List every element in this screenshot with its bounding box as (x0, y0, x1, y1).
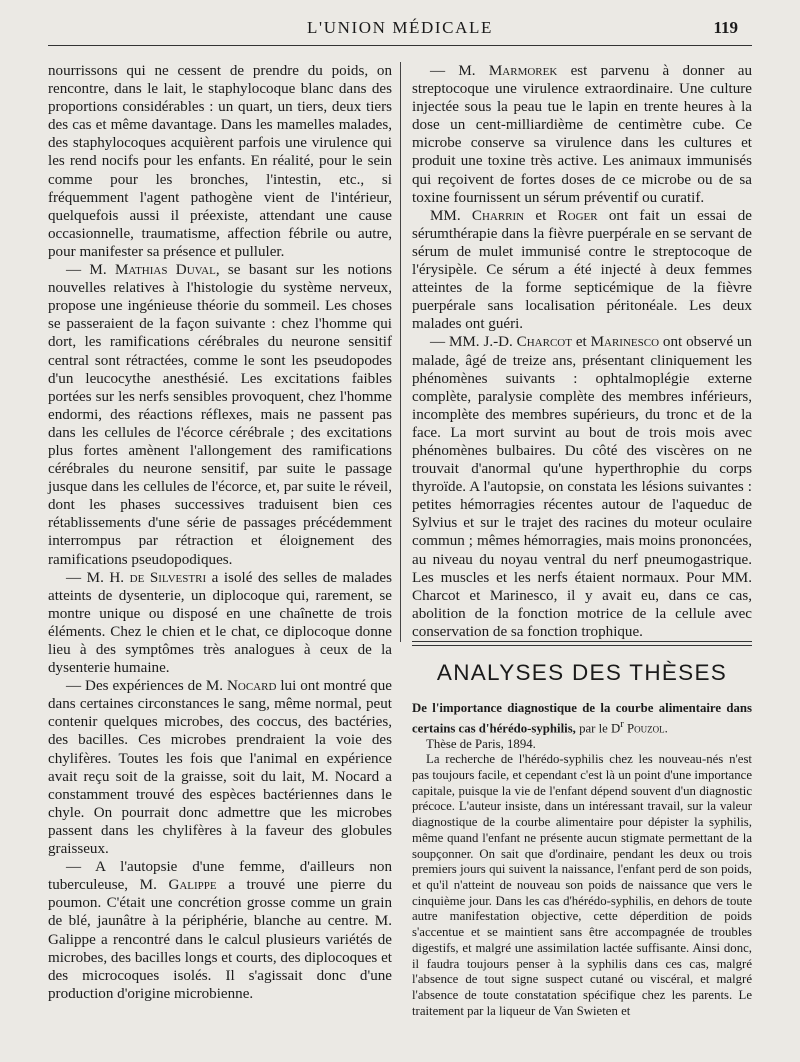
paragraph-charrin-roger-serum: MM. Charrin et Roger ont fait un essai de sérumthérapie dans la fièvre puerpérale en se servant de sérum de mulet immunisé contre le streptocoque de l'érysipèle. Ce sérum a été injecté à deux femmes atteintes de la forme septicémique de la fièvre puerpérale sans localisation péritonéale. Les deux malades ont guéri. (412, 207, 753, 333)
author-name: Roger (557, 207, 598, 224)
thesis-title-line: De l'importance diagnostique de la courbe alimentaire dans certains cas d'hérédo-syphilis, par le $D^r$ Pouzol. (412, 701, 752, 735)
paragraph-staphylococcus: nourrissons qui ne cessent de prendre du poids, on rencontre, dans le lait, le staphylocoque blanc dans des proportions considérables : un quart, un tiers, deux tiers des cas et même davantage. Dans les mamelles malades, des staphylocoques acquièrent parfois une virulence qui les rend nocifs pour les enfants. En réalité, pour le sein comme pour les bronches, l'intestin, etc., si fréquemment l'agent pathogène vient de l'intérieur, quelquefois aussi il préexiste, attendant une cause occasionnelle, traumatisme, affection fébrile ou autre, pour manifester sa présence et pulluler. (48, 63, 392, 260)
author-name: Mathias Duval (114, 262, 216, 279)
thesis-title: De l'importance diagnostique de la courbe alimentaire dans certains cas d'hérédo-syphilis, (412, 701, 752, 735)
thesis-author: Pouzol. (623, 720, 668, 735)
page-header (0, 18, 800, 42)
paragraph-nocard-chyle: — Des expériences de M. Nocard lui ont montré que dans certaines circonstances le sang, même normal, peut contenir quelques microbes, des coccus, des bactéries, des bacilles. Ces microbes prendraient la voie des chylifères. Toutes les fois que l'animal en expérience avait reçu soit de la graisse, soit du lait, M. Nocard a constamment trouvé des espèces bactériennes dans le chyle. On pourrait donc admettre que les microbes passent dans les chylifères à la faveur des globules graisseux. (48, 678, 392, 858)
page-number: 119 (713, 18, 738, 37)
paragraph-duval-sleep-theory: — M. Mathias Duval, se basant sur les notions nouvelles relatives à l'histologie du système nerveux, propose une ingénieuse théorie du sommeil. Les choses se passeraient de la façon suivante : chez l'homme qui dort, les ramifications cérébrales du neurone sensitif central sont rétractées, comme le sont les pseudopodes d'un leucocythe anesthésié. Les excitations faibles portées sur les nerfs sensibles provoquent, chez l'homme endormi, des réactions réflexes, mais ne passent pas dans les cellules de l'écorce cérébrale ; des excitations plus fortes amènent l'allongement des ramifications cérébrales du neurone sensitif, par suite le passage jusque dans les cellules de l'écorce, et, par suite le réveil, dont les phases successives traduisent bien ces rétablissements d'une série de passages précédemment interrompus par rétraction et éloignement des ramifications pseudopodiques. (48, 262, 392, 568)
author-name: Galippe (168, 877, 217, 894)
paragraph-galippe-lung-stone: — A l'autopsie d'une femme, d'ailleurs non tuberculeuse, M. Galippe a trouvé une pierre du poumon. C'était une concrétion grosse comme un grain de blé, jaunâtre à la périphérie, blanche au centre. M. Galippe a rencontré dans le calcul plusieurs variétés de microbes, des bacilles longs et courts, des diplocoques et des microcoques isolés. Il s'agissait donc d'une production d'origine microbienne. (48, 859, 392, 1002)
author-name: de Silvestri (129, 569, 207, 586)
thesis-body: La recherche de l'hérédo-syphilis chez les nouveau-nés n'est pas toujours facile, et cependant c'est là un point d'une importance capitale, puisque la vie de l'enfant dépend souvent d'un diagnostic précoce. L'auteur insiste, dans un intéressant travail, sur la valeur diagnostique de la courbe alimentaire pour dépister la syphilis, même quand l'enfant ne présente aucun stigmate permettant de la soupçonner. On sait que d'ordinaire, pendant les deux ou trois premiers jours qui suivent la naissance, l'enfant perd de son poids, et qu'il n'atteint de nouveau son poids de naissance que vers le cinquième jour. Dans les cas d'hérédo-syphilis, en dehors de toute autre manifestation objective, cette déperdition de poids s'accentue et se maintient sans être accompagnée de troubles digestifs, et malgré une assimilation lactée suffisante. Ainsi donc, il faudra toujours penser à la syphilis dans ces cas, malgré l'absence de tout signe suspect cutané ou viscéral, et malgré l'absence de toute constatation spécifique chez les parents. Le traitement par la liqueur de Van Swieten et (412, 752, 752, 1018)
section-rule (412, 641, 752, 642)
section-rule (412, 645, 752, 646)
right-column (412, 62, 752, 641)
thesis-review (412, 701, 752, 1019)
column-divider (400, 62, 401, 642)
left-column (48, 62, 392, 1003)
section-heading: ANALYSES DES THÈSES (436, 660, 728, 685)
author-name: Marmorek (488, 63, 558, 79)
author-name: Marinesco (590, 334, 660, 351)
author-name: Charrin (471, 207, 525, 224)
author-name: Nocard (227, 678, 277, 695)
header-rule (48, 45, 752, 46)
paragraph-charcot-marinesco: — MM. J.-D. Charcot et Marinesco ont observé un malade, âgé de treize ans, présentant cliniquement les phénomènes suivants : ophtalmoplégie externe complète, paralysie complète des membres inférieurs, incomplète des membres supérieurs, du tronc et de la face. La mort survint au bout de trois mois avec phénomènes bulbaires. Du côté des viscères on ne trouvait d'anormal qu'une hyperthrophie du corps thyroïde. A l'autopsie, on constata les lésions suivantes : petites hémorragies récentes autour de l'aqueduc de Sylvius et sur le trajet des racines du moteur oculaire commun ; mêmes hémorragies, mais moins prononcées, au niveau du noyau ventral du nerf pneumogastrique. Les muscles et les nerfs étaient normaux. Pour MM. Charcot et Marinesco, il y avait eu, dans ce cas, abolition de la fonction motrice de la cellule avec conservation de sa fonction trophique. (412, 334, 752, 640)
author-name: Charcot (516, 334, 572, 351)
paragraph-marmorek-streptococcus: — M. Marmorek est parvenu à donner au streptocoque une virulence extraordinaire. Une culture injectée sous la peau tue le lapin en trente heures à la dose un cent-milliardième de centimètre cube. Ce microbe conserve sa virulence dans les cultures et produit une toxine très active. Les animaux immunisés qui reçoivent de fortes doses de ce microbe ou de sa toxine fournissent un sérum préventif ou curatif. (412, 63, 752, 206)
running-title: L'UNION MÉDICALE (307, 18, 493, 37)
paragraph-silvestri-dysentery: — M. H. de Silvestri a isolé des selles de malades atteints de dysenterie, un diplocoque qui, rarement, se montre unique ou disposé en une chaînette de trois éléments. Chez le chien et le chat, ce diplocoque donne lieu à des symptômes très analogues à ceux de la dysenterie humaine. (48, 569, 392, 677)
thesis-source: Thèse de Paris, 1894. (426, 736, 536, 751)
